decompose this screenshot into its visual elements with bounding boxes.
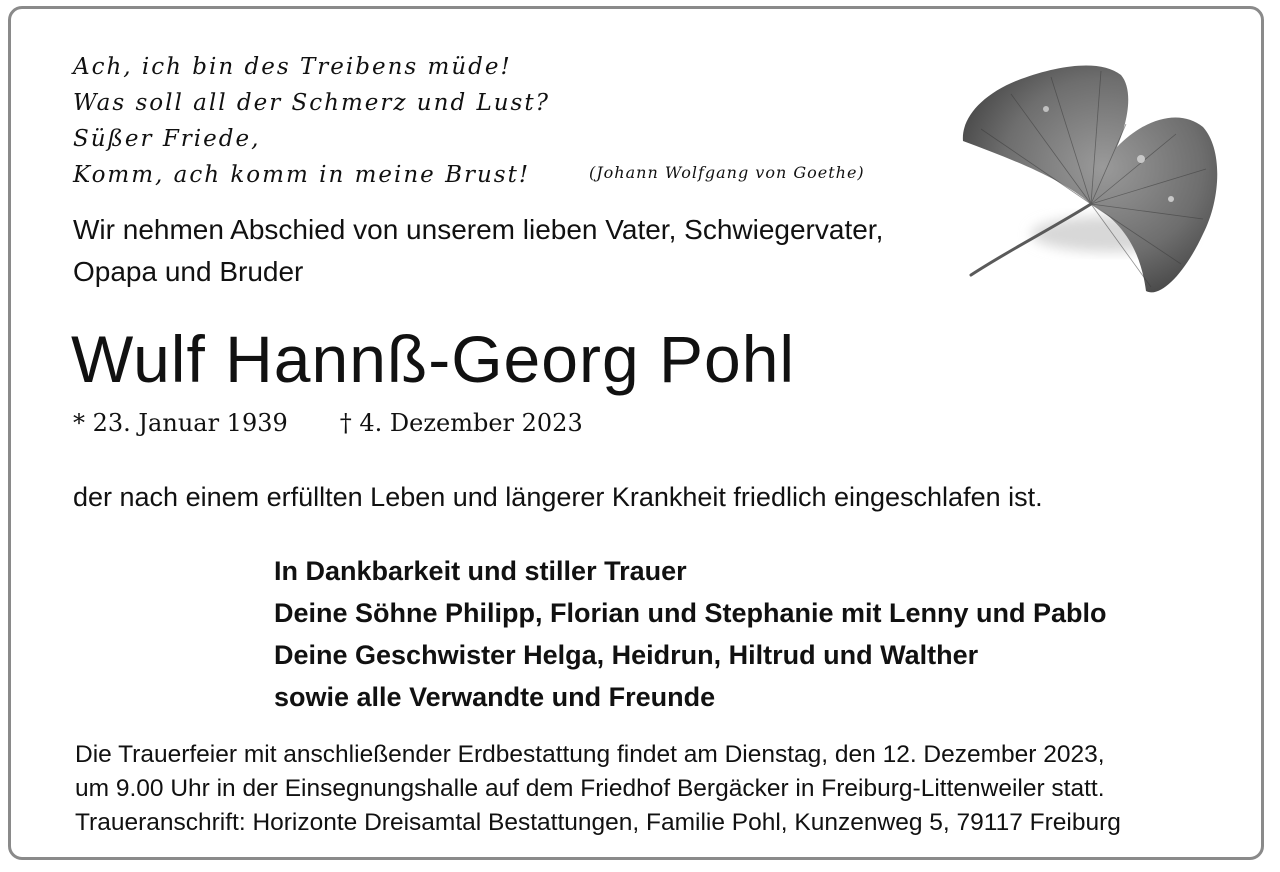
poem-line: Süßer Friede,	[73, 126, 261, 152]
ginkgo-leaf-icon	[941, 49, 1221, 309]
mourners-line: Deine Söhne Philipp, Florian und Stephanie mit Lenny und Pablo	[274, 598, 1107, 628]
life-dates	[73, 407, 583, 439]
intro-text	[73, 209, 883, 293]
ceremony-details	[75, 738, 1121, 840]
ceremony-line: Die Trauerfeier mit anschließender Erdbestattung findet am Dienstag, den 12. Dezember 2023,	[75, 741, 1105, 768]
death-date: † 4. Dezember 2023	[339, 409, 583, 437]
poem-line: Was soll all der Schmerz und Lust?	[73, 90, 550, 116]
intro-line: Wir nehmen Abschied von unserem lieben Vater, Schwiegervater,	[73, 214, 884, 245]
poem	[73, 49, 550, 193]
poem-line: Komm, ach komm in meine Brust!	[73, 162, 531, 188]
mourners-line: sowie alle Verwandte und Freunde	[274, 682, 716, 712]
obituary-notice	[8, 6, 1264, 860]
mourners-line: Deine Geschwister Helga, Heidrun, Hiltrud und Walther	[274, 640, 979, 670]
mourners-block	[274, 550, 1107, 718]
mourners-line: In Dankbarkeit und stiller Trauer	[274, 556, 687, 586]
intro-line: Opapa und Bruder	[73, 256, 304, 287]
ceremony-line: um 9.00 Uhr in der Einsegnungshalle auf dem Friedhof Bergäcker in Freiburg-Littenweiler statt.	[75, 775, 1105, 802]
birth-date: * 23. Januar 1939	[73, 409, 288, 437]
poem-author: (Johann Wolfgang von Goethe)	[589, 163, 865, 182]
passing-sentence: der nach einem erfüllten Leben und längerer Krankheit friedlich eingeschlafen ist.	[73, 482, 1043, 512]
poem-line: Ach, ich bin des Treibens müde!	[73, 54, 512, 80]
deceased-name: Wulf Hannß-Georg Pohl	[71, 322, 796, 396]
ceremony-line: Traueranschrift: Horizonte Dreisamtal Bestattungen, Familie Pohl, Kunzenweg 5, 79117 Freiburg	[75, 809, 1121, 836]
